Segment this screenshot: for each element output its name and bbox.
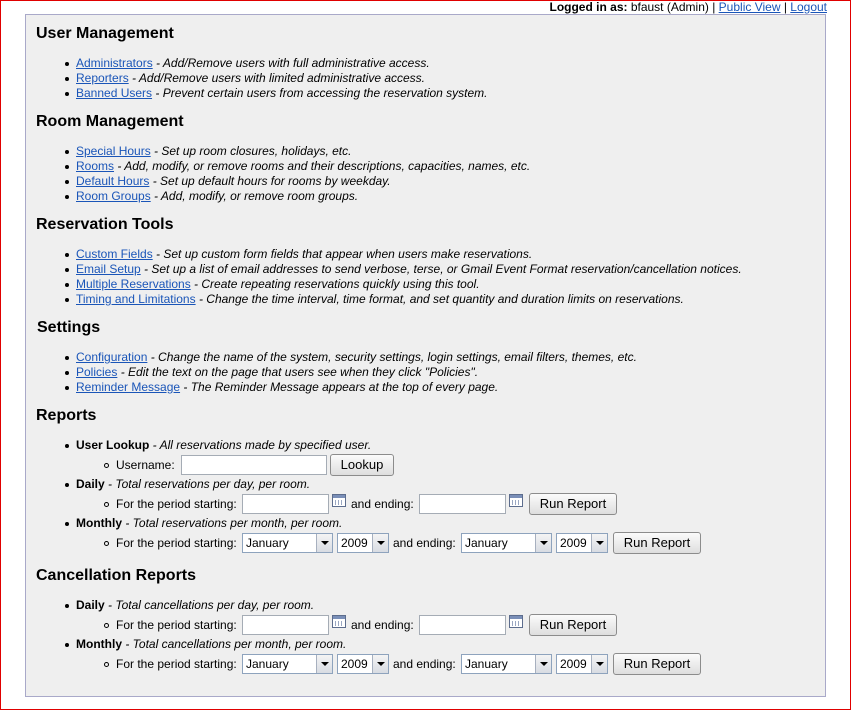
reporters-link[interactable]: Reporters bbox=[76, 71, 129, 85]
bullet bbox=[65, 298, 69, 302]
item-description: - Add, modify, or remove rooms and their descriptions, capacities, names, etc. bbox=[114, 159, 531, 173]
chevron-down-icon bbox=[372, 534, 388, 552]
lookup-button[interactable]: Lookup bbox=[330, 454, 394, 476]
sub-bullet bbox=[104, 541, 109, 546]
cancel-daily-end-date-input[interactable] bbox=[419, 615, 506, 635]
list-item bbox=[76, 365, 478, 380]
selected-value: 2009 bbox=[341, 657, 368, 671]
chevron-down-icon bbox=[591, 655, 607, 673]
bullet bbox=[65, 371, 69, 375]
chevron-down-icon bbox=[535, 655, 551, 673]
multiple-reservations-link[interactable]: Multiple Reservations bbox=[76, 277, 191, 291]
item-description: - Add/Remove users with full administrative access. bbox=[152, 56, 430, 70]
administrators-link[interactable]: Administrators bbox=[76, 56, 153, 70]
banned-users-link[interactable]: Banned Users bbox=[76, 86, 153, 100]
sub-bullet bbox=[104, 502, 109, 507]
bullet bbox=[65, 77, 69, 81]
item-description: - Total reservations per month, per room. bbox=[122, 516, 343, 530]
list-item bbox=[76, 174, 391, 189]
cancel-monthly-run-report-button[interactable]: Run Report bbox=[613, 653, 701, 675]
item-description: - All reservations made by specified user. bbox=[149, 438, 372, 452]
period-start-label: For the period starting: bbox=[116, 618, 237, 632]
item-description: - Set up room closures, holidays, etc. bbox=[150, 144, 352, 158]
item-description: - The Reminder Message appears at the top of every page. bbox=[180, 380, 499, 394]
rooms-link[interactable]: Rooms bbox=[76, 159, 115, 173]
special-hours-link[interactable]: Special Hours bbox=[76, 144, 151, 158]
bullet bbox=[65, 195, 69, 199]
cancel-monthly-end-month-select[interactable] bbox=[461, 654, 552, 674]
bullet bbox=[65, 268, 69, 272]
item-description: - Total cancellations per month, per room. bbox=[122, 637, 347, 651]
username-input[interactable] bbox=[181, 455, 327, 475]
item-description: - Prevent certain users from accessing the reservation system. bbox=[152, 86, 488, 100]
timing-and-limitations-link[interactable]: Timing and Limitations bbox=[76, 292, 196, 306]
chevron-down-icon bbox=[591, 534, 607, 552]
selected-value: 2009 bbox=[341, 536, 368, 550]
cancel-monthly-start-year-select[interactable] bbox=[337, 654, 389, 674]
item-description: - Add/Remove users with limited administrative access. bbox=[128, 71, 426, 85]
bullet bbox=[65, 356, 69, 360]
custom-fields-link[interactable]: Custom Fields bbox=[76, 247, 153, 261]
period-end-label: and ending: bbox=[393, 657, 456, 671]
selected-value: January bbox=[465, 657, 508, 671]
selected-value: January bbox=[465, 536, 508, 550]
default-hours-link[interactable]: Default Hours bbox=[76, 174, 150, 188]
chevron-down-icon bbox=[535, 534, 551, 552]
bullet bbox=[65, 522, 69, 526]
monthly-start-year-select[interactable] bbox=[337, 533, 389, 553]
bullet bbox=[65, 604, 69, 608]
selected-value: January bbox=[246, 536, 289, 550]
list-item bbox=[76, 144, 351, 159]
bullet bbox=[65, 92, 69, 96]
logout-link[interactable]: Logout bbox=[790, 0, 827, 14]
separator: | bbox=[783, 0, 787, 14]
cancel-monthly-start-month-select[interactable] bbox=[242, 654, 333, 674]
bullet bbox=[65, 180, 69, 184]
public-view-link[interactable]: Public View bbox=[718, 0, 781, 14]
daily-start-date-input[interactable] bbox=[242, 494, 329, 514]
calendar-icon[interactable] bbox=[509, 615, 523, 628]
list-item bbox=[76, 247, 532, 262]
section-title-user-management: User Management bbox=[36, 25, 174, 42]
bullet bbox=[65, 283, 69, 287]
list-item bbox=[76, 637, 346, 652]
list-item bbox=[76, 71, 425, 86]
current-user: bfaust (Admin) bbox=[630, 0, 709, 14]
bullet bbox=[65, 483, 69, 487]
section-title-reports: Reports bbox=[36, 407, 97, 424]
list-item bbox=[76, 86, 488, 101]
cancel-daily-start-date-input[interactable] bbox=[242, 615, 329, 635]
username-label: Username: bbox=[116, 458, 175, 472]
list-item bbox=[76, 477, 310, 492]
item-description: - Set up default hours for rooms by weekday. bbox=[149, 174, 391, 188]
list-item bbox=[76, 350, 637, 365]
monthly-start-month-select[interactable] bbox=[242, 533, 333, 553]
daily-run-report-button[interactable]: Run Report bbox=[529, 493, 617, 515]
email-setup-link[interactable]: Email Setup bbox=[76, 262, 141, 276]
list-item bbox=[76, 159, 530, 174]
item-description: - Create repeating reservations quickly using this tool. bbox=[190, 277, 480, 291]
logged-in-label: Logged in as: bbox=[549, 0, 628, 14]
calendar-icon[interactable] bbox=[509, 494, 523, 507]
list-item bbox=[76, 516, 342, 531]
item-description: - Change the name of the system, security settings, login settings, email filters, themes, etc. bbox=[147, 350, 637, 364]
selected-value: January bbox=[246, 657, 289, 671]
bullet bbox=[65, 386, 69, 390]
item-description: - Total cancellations per day, per room. bbox=[104, 598, 315, 612]
configuration-link[interactable]: Configuration bbox=[76, 350, 148, 364]
item-description: - Edit the text on the page that users see when they click "Policies". bbox=[117, 365, 479, 379]
item-description: - Total reservations per day, per room. bbox=[104, 477, 311, 491]
cancel-monthly-end-year-select[interactable] bbox=[556, 654, 608, 674]
list-item bbox=[76, 189, 358, 204]
list-item bbox=[76, 598, 314, 613]
sub-bullet bbox=[104, 662, 109, 667]
monthly-end-year-select[interactable] bbox=[556, 533, 608, 553]
section-title-reservation-tools: Reservation Tools bbox=[36, 216, 174, 233]
calendar-icon[interactable] bbox=[332, 494, 346, 507]
bullet bbox=[65, 643, 69, 647]
separator: | bbox=[712, 0, 716, 14]
login-bar bbox=[549, 0, 827, 14]
monthly-run-report-button[interactable]: Run Report bbox=[613, 532, 701, 554]
item-description: - Set up a list of email addresses to send verbose, terse, or Gmail Event Format reservation/cancellation notices. bbox=[140, 262, 742, 276]
daily-report-label: Daily bbox=[76, 477, 105, 491]
selected-value: 2009 bbox=[560, 657, 587, 671]
list-item bbox=[76, 292, 684, 307]
selected-value: 2009 bbox=[560, 536, 587, 550]
chevron-down-icon bbox=[316, 655, 332, 673]
daily-end-date-input[interactable] bbox=[419, 494, 506, 514]
reminder-message-link[interactable]: Reminder Message bbox=[76, 380, 181, 394]
user-lookup-label: User Lookup bbox=[76, 438, 150, 452]
chevron-down-icon bbox=[372, 655, 388, 673]
bullet bbox=[65, 150, 69, 154]
item-description: - Add, modify, or remove room groups. bbox=[150, 189, 359, 203]
period-start-label: For the period starting: bbox=[116, 657, 237, 671]
monthly-report-label: Monthly bbox=[76, 516, 122, 530]
cancel-daily-run-report-button[interactable]: Run Report bbox=[529, 614, 617, 636]
period-end-label: and ending: bbox=[351, 497, 414, 511]
list-item bbox=[76, 438, 371, 453]
bullet bbox=[65, 165, 69, 169]
bullet bbox=[65, 444, 69, 448]
list-item bbox=[76, 277, 480, 292]
section-title-settings: Settings bbox=[37, 319, 101, 336]
item-description: - Change the time interval, time format, and set quantity and duration limits on reservations. bbox=[195, 292, 684, 306]
list-item bbox=[76, 56, 430, 71]
period-start-label: For the period starting: bbox=[116, 536, 237, 550]
bullet bbox=[65, 253, 69, 257]
period-start-label: For the period starting: bbox=[116, 497, 237, 511]
section-title-room-management: Room Management bbox=[36, 113, 184, 130]
list-item bbox=[76, 262, 742, 277]
item-description: - Set up custom form fields that appear when users make reservations. bbox=[152, 247, 533, 261]
list-item bbox=[76, 380, 498, 395]
monthly-end-month-select[interactable] bbox=[461, 533, 552, 553]
monthly-cancellation-label: Monthly bbox=[76, 637, 122, 651]
period-end-label: and ending: bbox=[393, 536, 456, 550]
policies-link[interactable]: Policies bbox=[76, 365, 118, 379]
calendar-icon[interactable] bbox=[332, 615, 346, 628]
chevron-down-icon bbox=[316, 534, 332, 552]
daily-cancellation-label: Daily bbox=[76, 598, 105, 612]
sub-bullet bbox=[104, 463, 109, 468]
room-groups-link[interactable]: Room Groups bbox=[76, 189, 151, 203]
sub-bullet bbox=[104, 623, 109, 628]
period-end-label: and ending: bbox=[351, 618, 414, 632]
section-title-cancellation-reports: Cancellation Reports bbox=[36, 567, 197, 584]
bullet bbox=[65, 62, 69, 66]
